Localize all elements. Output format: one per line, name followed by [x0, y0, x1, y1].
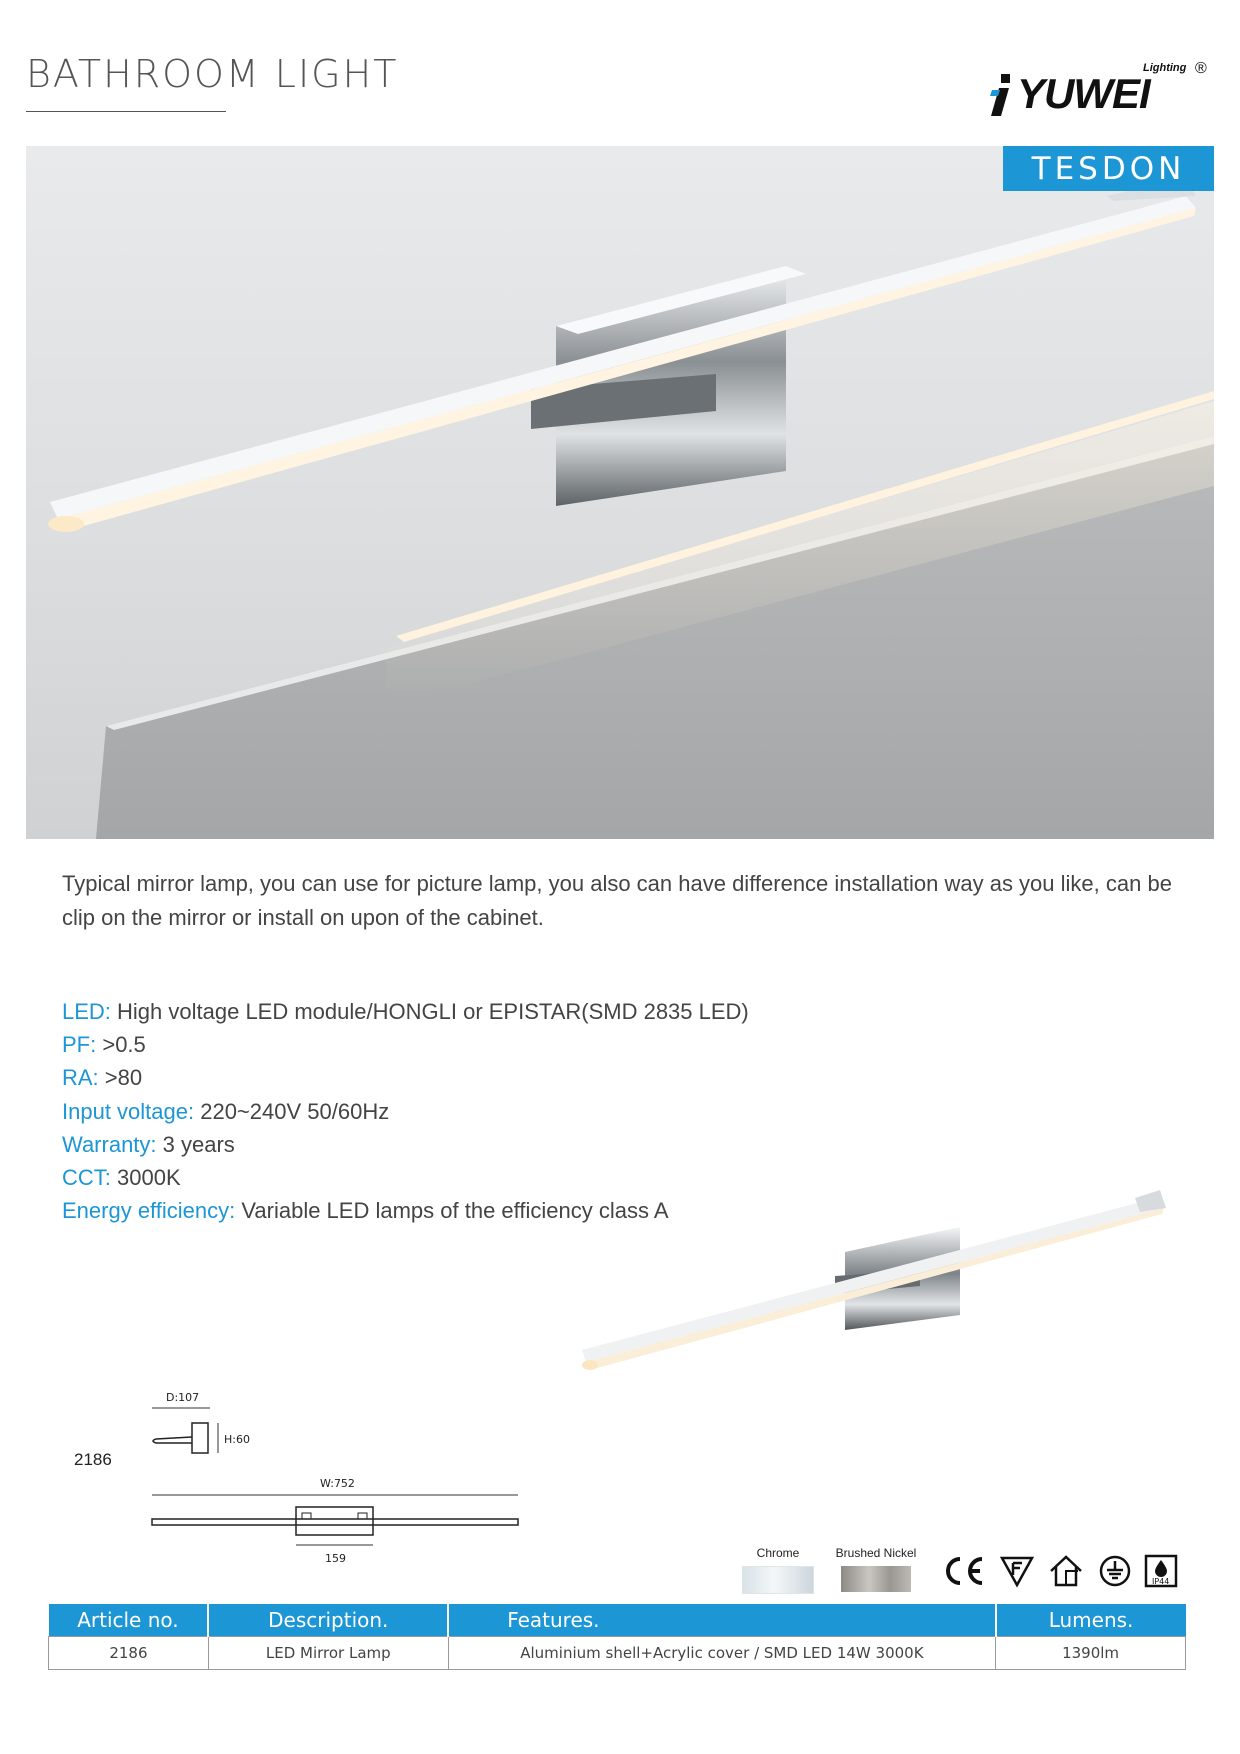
article-table: [48, 1604, 1186, 1670]
spec-value: High voltage LED module/HONGLI or EPISTAR(SMD 2835 LED): [110, 999, 749, 1024]
lamp-product-icon: [580, 1190, 1170, 1405]
cell-lumens: 1390lm: [996, 1637, 1186, 1670]
mirror-lamp-photo: [26, 146, 1214, 839]
ip44-label: IP44: [1152, 1577, 1170, 1586]
ip44-icon: [1146, 1556, 1176, 1586]
spec-pf: [62, 1028, 749, 1061]
spec-label: PF:: [62, 1032, 97, 1058]
col-header-lumens: Lumens.: [996, 1604, 1186, 1637]
cell-features: Aluminium shell+Acrylic cover / SMD LED 14W 3000K: [448, 1637, 995, 1670]
finish-brushed-nickel: [826, 1546, 926, 1592]
depth-label: D:107: [166, 1391, 200, 1404]
intro-paragraph: Typical mirror lamp, you can use for picture lamp, you also can have difference installation way as you like, can be clip on the mirror or install on upon of the cabinet.: [62, 871, 1172, 930]
spec-value: >80: [98, 1065, 143, 1091]
spec-voltage: [62, 1095, 749, 1128]
table-row: [49, 1637, 1186, 1670]
spec-warranty: [62, 1128, 749, 1161]
logo-subtitle: Lighting: [1143, 62, 1187, 74]
dimension-drawing: [60, 1385, 540, 1575]
registered-mark: ®: [1195, 60, 1207, 77]
spec-label: Warranty:: [62, 1131, 157, 1157]
spec-led: [62, 995, 749, 1028]
height-label: H:60: [224, 1433, 250, 1446]
model-code: 2186: [74, 1450, 112, 1469]
bracket-width-label: 159: [325, 1552, 346, 1565]
ce-mark-icon: [948, 1559, 982, 1583]
cell-description: LED Mirror Lamp: [208, 1637, 448, 1670]
finish-label: Chrome: [756, 1546, 800, 1560]
title-underline: [26, 111, 226, 112]
logo-mark-icon: [989, 72, 1019, 122]
product-cutout-image: [580, 1190, 1170, 1405]
col-header-description: Description.: [208, 1604, 448, 1637]
finish-chrome: [742, 1546, 814, 1594]
logo-wordmark: YUWEI: [1017, 70, 1150, 117]
spec-label: RA:: [62, 1065, 99, 1091]
spec-value: Variable LED lamps of the efficiency class A: [235, 1198, 669, 1224]
page-title: BATHROOM LIGHT: [26, 52, 399, 96]
table-header-row: [49, 1604, 1186, 1637]
col-header-features: Features.: [448, 1604, 995, 1637]
earth-ground-icon: [1101, 1557, 1129, 1585]
nickel-swatch: [841, 1566, 911, 1592]
spec-label: Energy efficiency:: [62, 1198, 236, 1224]
spec-label: LED:: [62, 999, 111, 1024]
spec-value: >0.5: [96, 1032, 146, 1058]
series-badge: TESDON: [1003, 146, 1214, 191]
spec-ra: [62, 1061, 749, 1094]
spec-value: 220~240V 50/60Hz: [194, 1098, 390, 1124]
finish-label: Brushed Nickel: [835, 1546, 917, 1560]
hero-photo: [26, 146, 1214, 839]
spec-label: Input voltage:: [62, 1098, 195, 1124]
brand-logo: [995, 58, 1215, 120]
f-mark-icon: [1002, 1558, 1032, 1585]
chrome-swatch: [742, 1566, 814, 1594]
col-header-article: Article no.: [49, 1604, 209, 1637]
indoor-use-icon: [1051, 1557, 1081, 1585]
spec-value: 3 years: [156, 1131, 235, 1157]
cell-article: 2186: [49, 1637, 209, 1670]
spec-label: CCT:: [62, 1165, 111, 1191]
spec-value: 3000K: [110, 1165, 181, 1191]
width-label: W:752: [320, 1477, 355, 1490]
certification-icons: [940, 1553, 1190, 1589]
